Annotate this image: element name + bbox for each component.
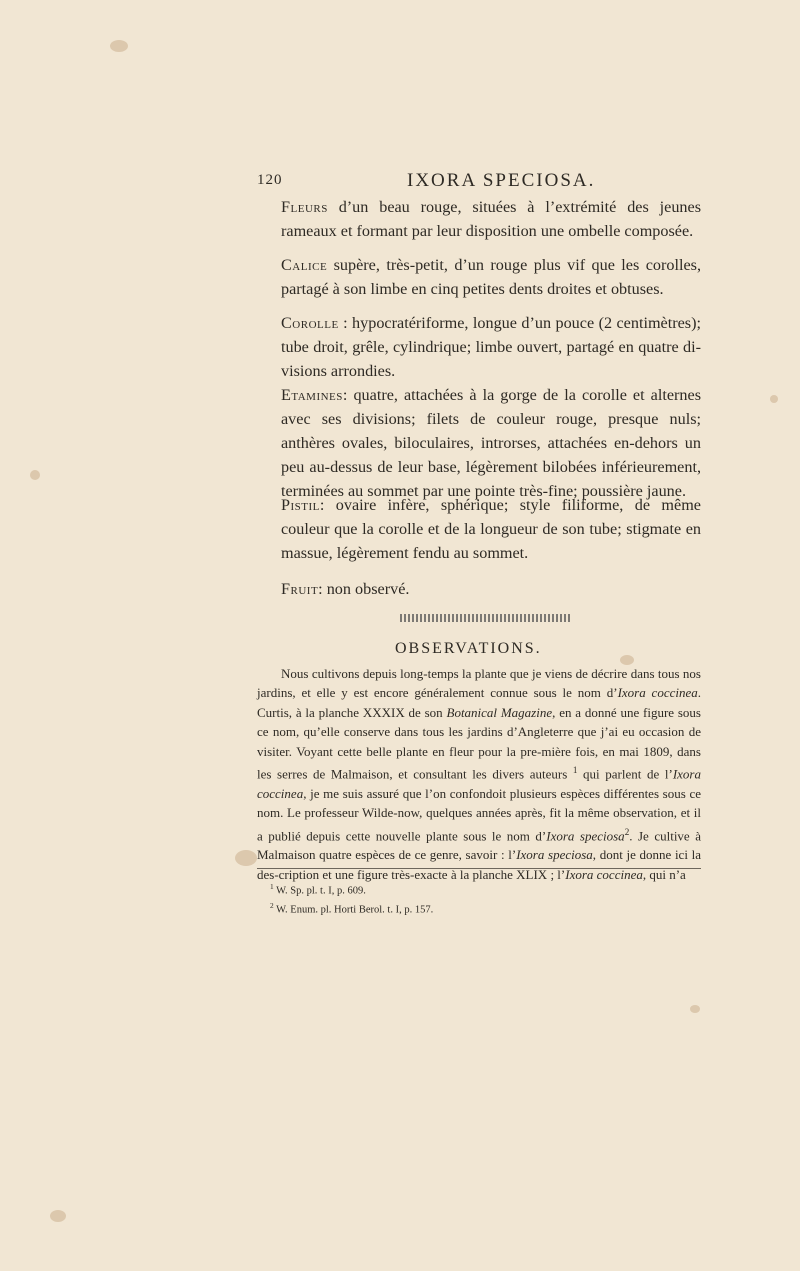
label-pistil: Pistil [281, 496, 320, 514]
obs-italic: Ixora coccinea [617, 685, 698, 701]
footnote-1 [270, 880, 433, 899]
foxing-spot [50, 1210, 66, 1222]
obs-text: , dont je donne ici la des-cription et une figure très-exacte à la planche XLIX ; l’ [257, 847, 701, 882]
obs-text: . Je cultive à Malmaison quatre espèces de ce genre, savoir : l’ [257, 827, 701, 863]
footnote-marker: 2 [624, 826, 630, 837]
foxing-spot [235, 850, 257, 866]
running-title: IXORA SPECIOSA. [407, 170, 596, 191]
footnote-text: W. Sp. pl. t. I, p. 609. [273, 885, 366, 897]
observations-paragraph [257, 664, 701, 884]
text-calice: supère, très-petit, d’un rouge plus vif que les corolles, partagé à son limbe en cinq petites dents droites et obtuses. [281, 256, 701, 298]
observations-body [257, 664, 701, 884]
observations-title: OBSERVATIONS. [395, 640, 542, 657]
text-corolle: : hypocratériforme, longue d’un pouce (2 centimètres); tube droit, grêle, cylindrique; limbe ouvert, partagé en quatre di-visions arrondies. [281, 314, 701, 380]
foxing-spot [770, 395, 778, 403]
obs-text: , en a donné une figure sous ce nom, qu’elle conserve dans tous les jardins d’Angleterre que j’ai eu occasion de visiter. Voyant cette belle plante en fleur pour la pre-mière fois, en mai 1809, dans les serres de Malmaison, et consultant les divers auteurs [257, 704, 701, 782]
obs-text: qui parlent de l’ [577, 766, 673, 782]
footnote-2 [270, 899, 433, 918]
obs-text: Nous cultivons depuis long-temps la plante que je viens de décrire dans tous nos jardins, et elle y est encore généralement connue sous le nom d’ [257, 666, 701, 701]
text-fleurs: d’un beau rouge, situées à l’extrémité des jeunes rameaux et formant par leur disposition une ombelle composée. [281, 198, 701, 240]
obs-text: , qui n’a [642, 866, 686, 882]
footnote-mark: 2 [270, 900, 274, 910]
text-pistil: : ovaire infère, sphérique; style filiforme, de même couleur que la corolle et de la longueur de son tube; stigmate en massue, légèrement fendu au sommet. [281, 496, 701, 562]
description-fruit [257, 577, 701, 601]
foxing-spot [30, 470, 40, 480]
label-fleurs: Fleurs [281, 198, 328, 216]
description-etamines [257, 383, 701, 503]
footnote-marker: 1 [572, 765, 578, 776]
description-pistil [257, 493, 701, 565]
obs-italic: Ixora speciosa [516, 847, 593, 863]
label-etamines: Etamines [281, 386, 343, 404]
ornamental-divider [400, 614, 570, 622]
label-corolle: Corolle [281, 314, 339, 332]
obs-italic: Botanical Magazine [446, 704, 553, 720]
foxing-spot [110, 40, 128, 52]
footnotes [270, 880, 433, 917]
obs-italic: Ixora speciosa [546, 827, 625, 843]
foxing-spot [690, 1005, 700, 1013]
text-etamines: : quatre, attachées à la gorge de la corolle et alternes avec ses divisions; filets de couleur rouge, presque nuls; anthères ovales, biloculaires, introrses, attachées en-dehors un peu au-dessus de leur base, légèrement bilobées inférieurement, terminées au sommet par une pointe très-fine; poussière jaune. [281, 386, 701, 500]
text-fruit: : non observé. [318, 580, 410, 598]
obs-text: . Curtis, à la planche XXXIX de son [257, 685, 701, 720]
description-fleurs [257, 195, 701, 243]
obs-italic: Ixora coccinea [565, 866, 643, 882]
obs-italic: Ixora coccinea [257, 766, 701, 801]
footnote-text: W. Enum. pl. Horti Berol. t. I, p. 157. [273, 904, 434, 915]
page-header [257, 172, 697, 196]
label-fruit: Fruit [281, 580, 319, 598]
label-calice: Calice [281, 256, 328, 274]
description-calice [257, 253, 701, 301]
page-number: 120 [257, 172, 283, 188]
description-corolle [257, 311, 701, 383]
obs-text: , je me suis assuré que l’on confondoit plusieurs espèces différentes sous ce nom. Le professeur Wilde-now, quelques années après, fit la même observation, et il a publié depuis cette nouvelle plante sous le nom d’ [257, 785, 701, 843]
footnote-rule [257, 868, 701, 869]
footnote-mark: 1 [270, 882, 274, 891]
